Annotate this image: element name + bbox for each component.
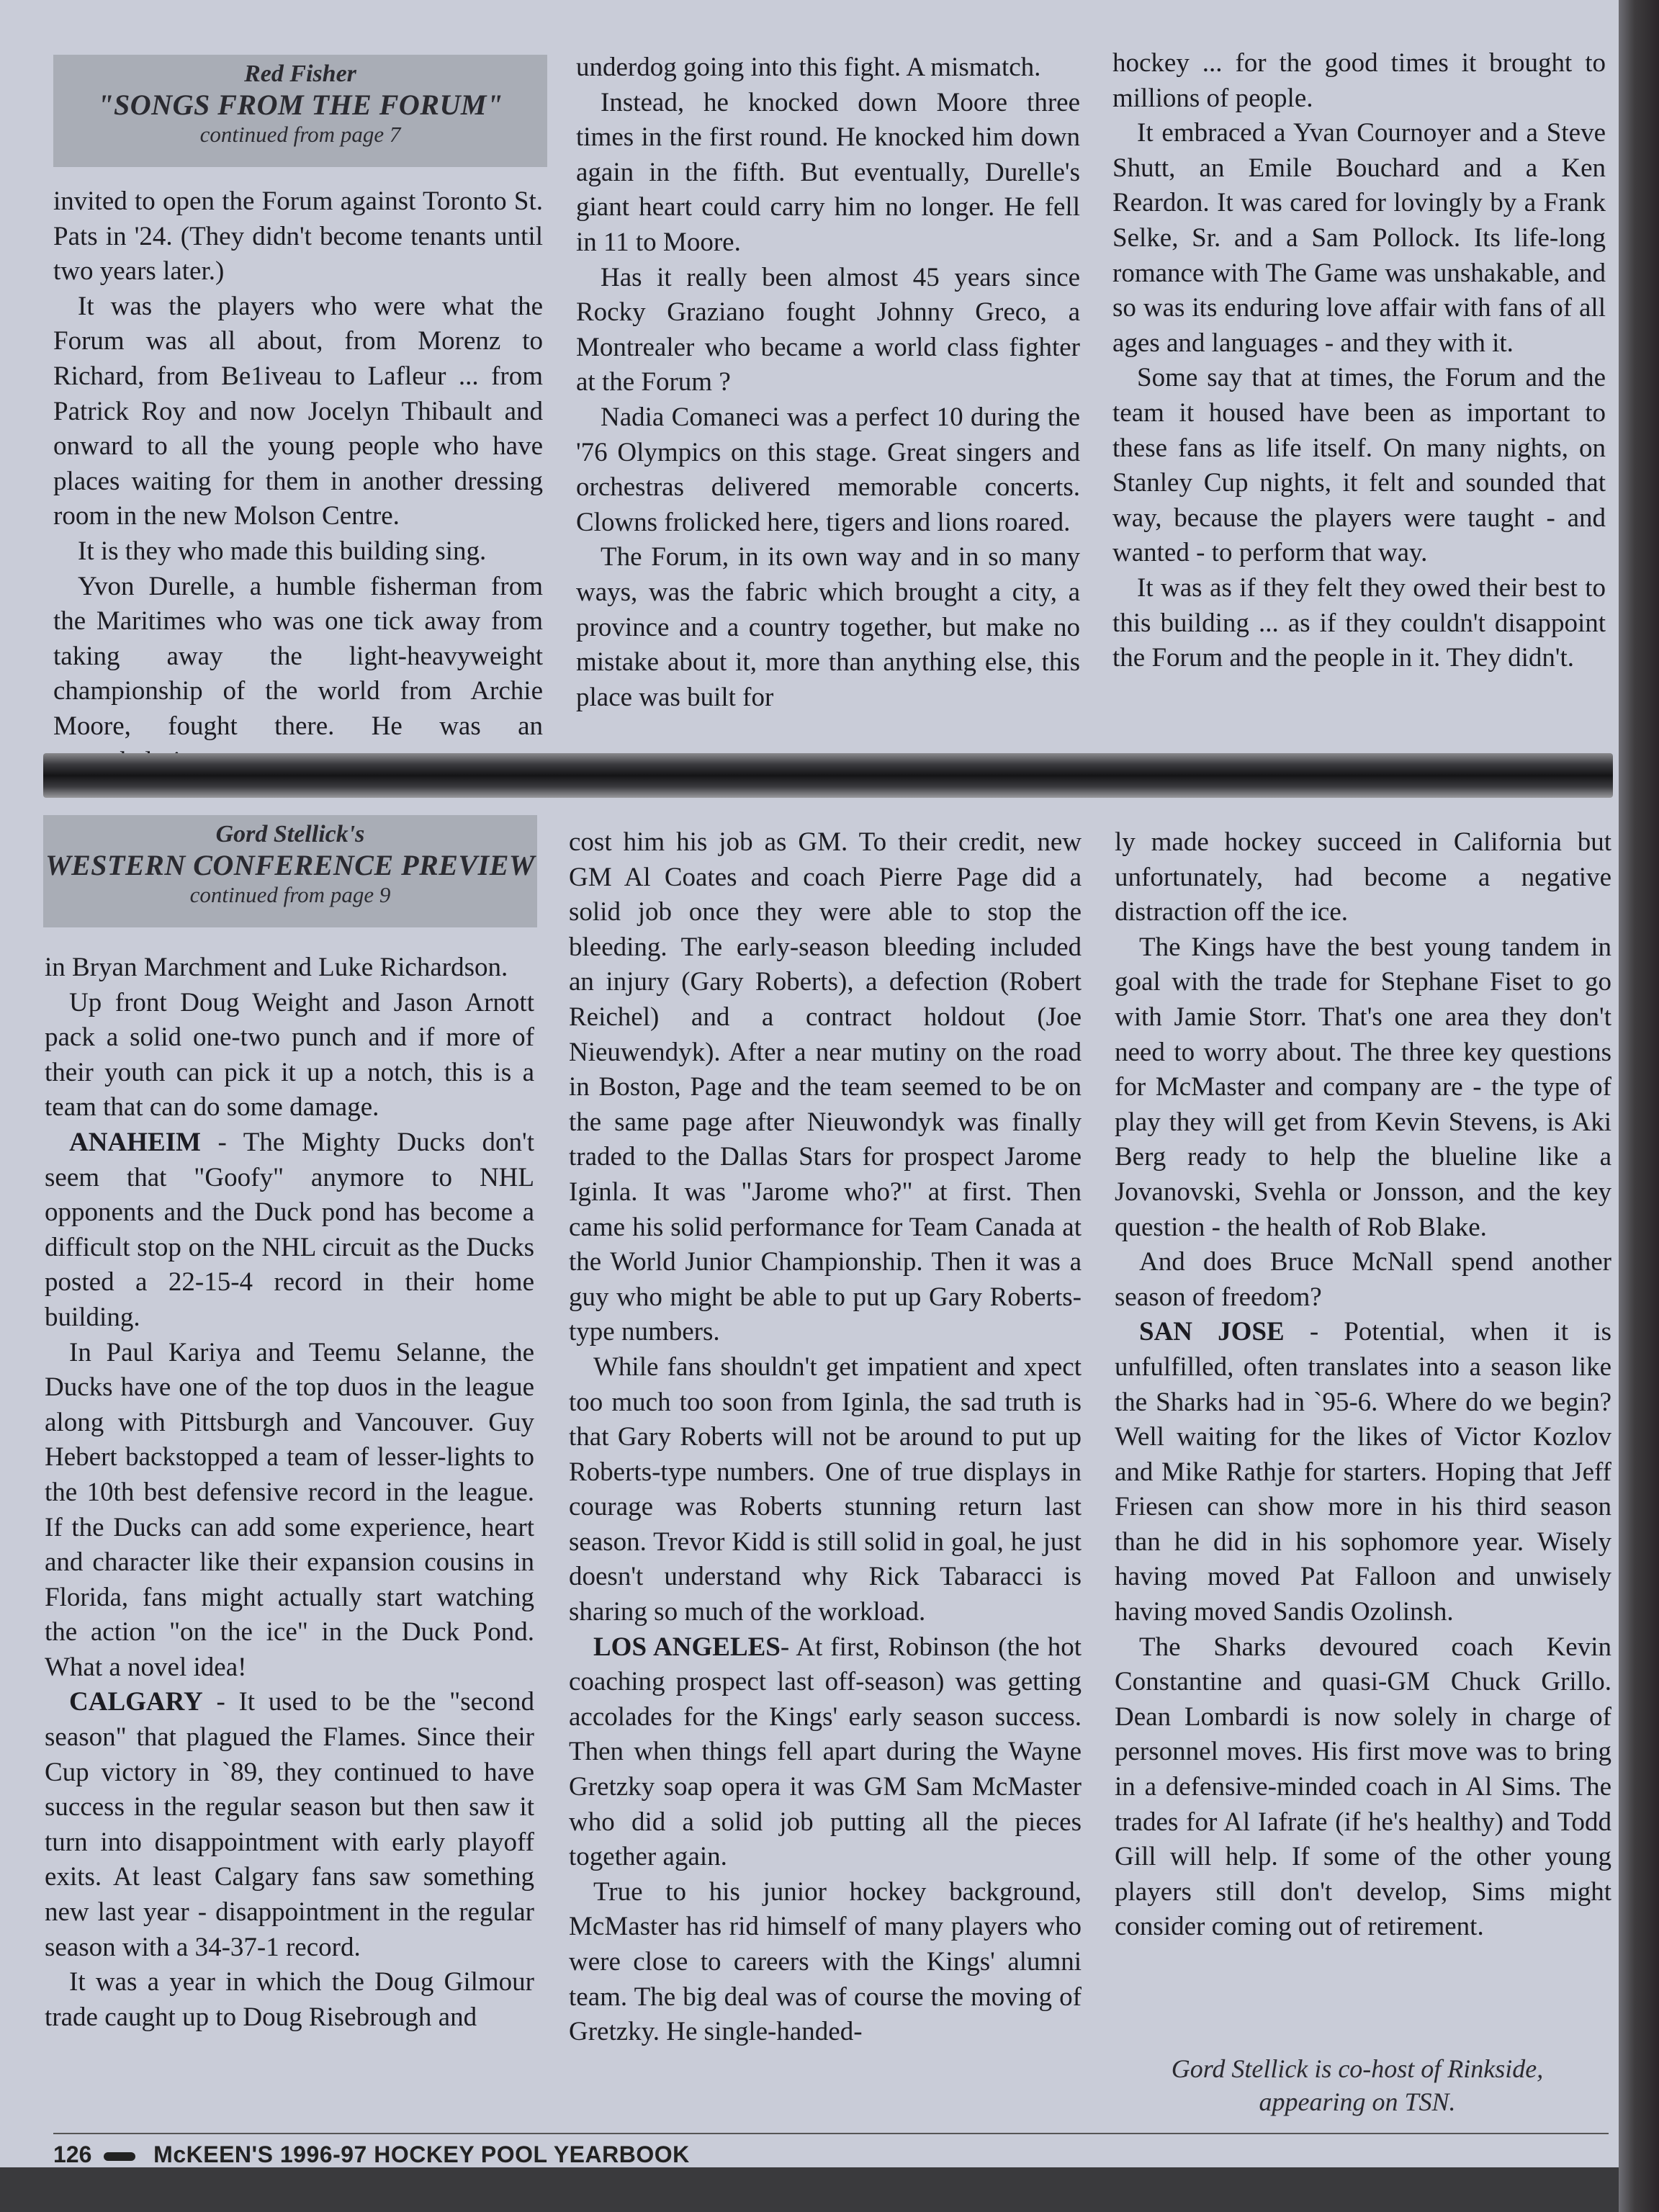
paragraph: Up front Doug Weight and Jason Arnott pack a solid one-two punch and if more of their youth can pick it up a notch, this is a team that can do some damage. xyxy=(45,987,534,1123)
paragraph: invited to open the Forum against Toronto St. Pats in '24. (They didn't become tenants until two years later.) xyxy=(53,186,543,287)
team-heading-calgary: CALGARY xyxy=(69,1687,203,1717)
paragraph: Some say that at times, the Forum and the team it housed have been as important to these fans as life itself. On many nights, on Stanley Cup nights, it felt and sounded that way, because the players were taught - and wanted - to perform that way. xyxy=(1112,363,1606,568)
paragraph: The Kings have the best young tandem in goal with the trade for Stephane Fiset to go with Jamie Storr. That's one area they don't need to worry about. The three key questions for McMaster and company are - the type of play they will get from Kevin Stevens, is Aki Berg ready to help the blueline like a Jovanovski, Svehla or Jonsson, and the key question - the health of Rob Blake. xyxy=(1115,932,1611,1242)
credit-line: appearing on TSN. xyxy=(1259,2087,1456,2116)
paragraph xyxy=(569,1630,1082,1875)
paragraph: And does Bruce McNall spend another season of freedom? xyxy=(1115,1247,1611,1312)
header-continued: continued from page 7 xyxy=(199,122,401,147)
paragraph: It is they who made this building sing. xyxy=(78,536,487,566)
bottom-column-1 xyxy=(45,950,534,2035)
paragraph: It was a year in which the Doug Gilmour trade caught up to Doug Risebrough and xyxy=(45,1967,534,2032)
paragraph: True to his junior hockey background, McMaster has rid himself of many players who were close to careers with the Kings' alumni team. The big deal was of course the moving of Gretzky. He single-handed- xyxy=(569,1876,1082,2047)
credit-line: Gord Stellick is co-host of Rinkside, xyxy=(1171,2054,1544,2083)
paragraph xyxy=(1115,1315,1611,1629)
top-column-3 xyxy=(1112,46,1606,676)
paragraph-text: - It used to be the "second season" that plagued the Flames. Since their Cup victory in `89, they continued to have success in the regular season but then saw it turn into disappointment with early playoff exits. At least Calgary fans saw something new last year - disappointment in the regular season with a 34-37-1 record. xyxy=(45,1687,534,1962)
article-header-box-top xyxy=(53,55,547,167)
header-continued: continued from page 9 xyxy=(189,882,391,907)
team-heading-anaheim: ANAHEIM xyxy=(69,1127,201,1157)
paragraph: ly made hockey succeed in California but unfortunately, had become a negative distraction off the ice. xyxy=(1115,827,1611,927)
paragraph: It was as if they felt they owed their best to this building ... as if they couldn't disappoint the Forum and the people in it. They didn't. xyxy=(1112,572,1606,673)
paragraph: cost him his job as GM. To their credit, new GM Al Coates and coach Pierre Page did a solid job once they were able to stop the bleeding. The early-season bleeding included an injury (Gary Roberts), a defection (Robert Reichel) and a contract holdout (Joe Nieuwendyk). After a near mutiny on the road in Boston, Page and the team seemed to be on the same page after Nieuwondyk was finally traded to the Dallas Stars for prospect Jarome Iginla. It was "Jarome who?" at first. Then came his solid performance for Team Canada at the World Junior Championship. Then it was a guy who might be able to put up Gary Roberts-type numbers. xyxy=(569,827,1082,1347)
paragraph: The Forum, in its own way and in so many ways, was the fabric which brought a city, a province and a country together, but make no mistake about it, more than anything else, this place was built for xyxy=(576,542,1080,712)
section-divider-bar xyxy=(43,753,1613,798)
footer-dash-icon xyxy=(104,2152,135,2161)
paragraph: Instead, he knocked down Moore three times in the first round. He knocked him down again in the fifth. But eventually, Durelle's giant heart could carry him no longer. He fell in 11 to Moore. xyxy=(576,87,1080,257)
paragraph: Yvon Durelle, a humble fisherman from the Maritimes who was one tick away from taking away the light-heavyweight championship of the world from Archie Moore, fought there. He was an xyxy=(53,571,543,741)
paragraph: hockey ... for the good times it brought to millions of people. xyxy=(1112,48,1606,113)
paragraph: underdog going into this fight. A mismatch. xyxy=(576,53,1041,82)
page-footer xyxy=(53,2133,1609,2170)
paragraph xyxy=(45,1125,534,1336)
paragraph-text: - Potential, when it is unfulfilled, often translates into a season like the Sharks had in `95-6. Where do we begin? Well waiting for the likes of Victor Kozlov and Mike Rathje for starters. Hoping that Jeff Friesen can show more in his third season than he did in his sophomore year. Wisely having moved Pat Falloon and unwisely having moved Sandis Ozolinsh. xyxy=(1115,1317,1611,1627)
publication-title: McKEEN'S 1996-97 HOCKEY POOL YEARBOOK xyxy=(153,2141,690,2167)
header-author: Red Fisher xyxy=(244,60,356,87)
team-heading-los-angeles: LOS ANGELES xyxy=(593,1632,781,1662)
book-spine xyxy=(1619,0,1659,2212)
team-heading-san-jose: SAN JOSE xyxy=(1139,1317,1285,1347)
header-author: Gord Stellick's xyxy=(215,821,365,848)
paragraph-text: - At first, Robinson (the hot coaching prospect last off-season) was getting accolades for the Kings' early season success. Then when things fell apart during the Wayne Gretzky soap opera it was GM Sam McMaster who did a solid job putting all the pieces together again. xyxy=(569,1632,1082,1872)
paragraph-text: - The Mighty Ducks don't seem that "Goofy" anymore to NHL opponents and the Duck pond has become a difficult stop on the NHL circuit as the Ducks posted a 22-15-4 record in their home building. xyxy=(45,1127,534,1332)
top-column-2 xyxy=(576,50,1080,715)
paragraph: in Bryan Marchment and Luke Richardson. xyxy=(45,953,508,982)
top-column-1 xyxy=(53,184,543,779)
paragraph: In Paul Kariya and Teemu Selanne, the Ducks have one of the top duos in the league along with Pittsburgh and Vancouver. Guy Hebert backstopped a team of lesser-lights to the 10th best defensive record in the league. If the Ducks can add some experience, heart and character like their expansion cousins in Florida, fans might actually start watching the action "on the ice" in the Duck Pond. What a novel idea! xyxy=(45,1337,534,1682)
header-title: WESTERN CONFERENCE PREVIEW xyxy=(45,849,535,881)
header-title: "SONGS FROM THE FORUM" xyxy=(97,89,503,121)
paragraph: It was the players who were what the Forum was all about, from Morenz to Richard, from Be1iveau to Lafleur ... from Patrick Roy and now Jocelyn Thibault and onward to all the young people who have places waiting for them in another dressing room in the new Molson Centre. xyxy=(53,291,543,531)
author-credit xyxy=(1112,2052,1602,2118)
paragraph xyxy=(45,1685,534,1965)
article-header-box-bottom xyxy=(43,815,537,927)
paragraph: Has it really been almost 45 years since Rocky Graziano fought Johnny Greco, a Montrealer who became a world class fighter at the Forum ? xyxy=(576,262,1080,397)
page-number: 126 xyxy=(53,2141,92,2167)
bottom-column-3 xyxy=(1115,825,1611,1945)
bottom-column-2 xyxy=(569,825,1082,2050)
paragraph: The Sharks devoured coach Kevin Constantine and quasi-GM Chuck Grillo. Dean Lombardi is now solely in charge of personnel moves. His first move was to bring in a defensive-minded coach in Al Sims. The trades for Al Iafrate (if he's healthy) and Todd Gill will help. If some of the other young players still don't develop, Sims might consider coming out of retirement. xyxy=(1115,1632,1611,1942)
paragraph: While fans shouldn't get impatient and xpect too much too soon from Iginla, the sad truth is that Gary Roberts will not be around to put up Roberts-type numbers. One of true displays in courage was Roberts stunning return last season. Trevor Kidd is still solid in goal, he just doesn't understand why Rick Tabaracci is sharing so much of the workload. xyxy=(569,1352,1082,1627)
paragraph: It embraced a Yvan Cournoyer and a Steve Shutt, an Emile Bouchard and a Ken Reardon. It was cared for lovingly by a Frank Selke, Sr. and a Sam Pollock. Its life-long romance with The Game was unshakable, and so was its enduring love affair with fans of all ages and languages - and they with it. xyxy=(1112,118,1606,358)
paragraph: Nadia Comaneci was a perfect 10 during the '76 Olympics on this stage. Great singers and orchestras delivered memorable concerts. Clowns frolicked here, tigers and lions roared. xyxy=(576,402,1080,537)
